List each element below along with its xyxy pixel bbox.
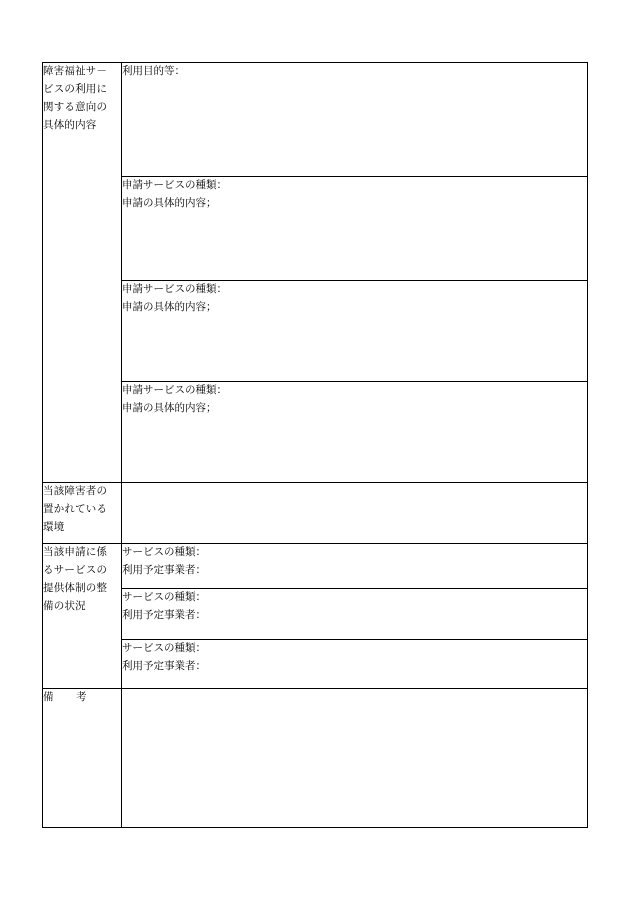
- label-line: 置かれている: [43, 504, 108, 515]
- label-line: 提供体制の整: [43, 583, 108, 594]
- field-environment[interactable]: [122, 483, 588, 544]
- label-line: 当該障害者の: [43, 486, 108, 497]
- label-line: 環境: [43, 522, 65, 533]
- field-provider-entry-3[interactable]: [122, 640, 588, 689]
- field-label: 申請の具体的内容；: [122, 302, 217, 313]
- field-label: 申請サービスの種類：: [122, 284, 227, 295]
- table-row: [43, 281, 588, 382]
- label-line: るサービスの: [43, 565, 108, 576]
- table-row: [43, 689, 588, 828]
- service-intent-form-table: [42, 62, 588, 828]
- label-line: 備 考: [43, 692, 93, 703]
- field-label: 利用予定事業者：: [122, 565, 206, 576]
- table-row: [43, 544, 588, 589]
- label-line: 障害福祉サ－: [43, 66, 108, 77]
- field-service-entry-3[interactable]: [122, 382, 588, 483]
- table-row: [43, 483, 588, 544]
- field-purpose[interactable]: [122, 63, 588, 177]
- form-table-body: [43, 63, 588, 828]
- label-line: 具体的内容: [43, 120, 97, 131]
- row-label-remarks: [43, 689, 122, 828]
- field-service-entry-2[interactable]: [122, 281, 588, 382]
- field-label: 申請の具体的内容；: [122, 403, 217, 414]
- row-label-environment: [43, 483, 122, 544]
- field-label: サービスの種類：: [122, 547, 206, 558]
- row-label-provision-status: [43, 544, 122, 689]
- label-line: ビスの利用に: [43, 84, 108, 95]
- label-line: 関する意向の: [43, 102, 108, 113]
- field-provider-entry-1[interactable]: [122, 544, 588, 589]
- table-row: [43, 63, 588, 177]
- label-line: 当該申請に係: [43, 547, 108, 558]
- table-row: [43, 589, 588, 640]
- field-label: サービスの種類：: [122, 592, 206, 603]
- field-label: 申請サービスの種類：: [122, 385, 227, 396]
- field-label: 申請の具体的内容；: [122, 198, 217, 209]
- field-label: 利用予定事業者：: [122, 661, 206, 672]
- field-label: 利用目的等：: [122, 66, 185, 77]
- field-provider-entry-2[interactable]: [122, 589, 588, 640]
- label-line: 備の状況: [43, 601, 86, 612]
- field-remarks[interactable]: [122, 689, 588, 828]
- table-row: [43, 382, 588, 483]
- field-label: 利用予定事業者：: [122, 610, 206, 621]
- table-row: [43, 640, 588, 689]
- row-label-intent: [43, 63, 122, 483]
- table-row: [43, 177, 588, 281]
- field-label: サービスの種類：: [122, 643, 206, 654]
- field-service-entry-1[interactable]: [122, 177, 588, 281]
- field-label: 申請サービスの種類：: [122, 180, 227, 191]
